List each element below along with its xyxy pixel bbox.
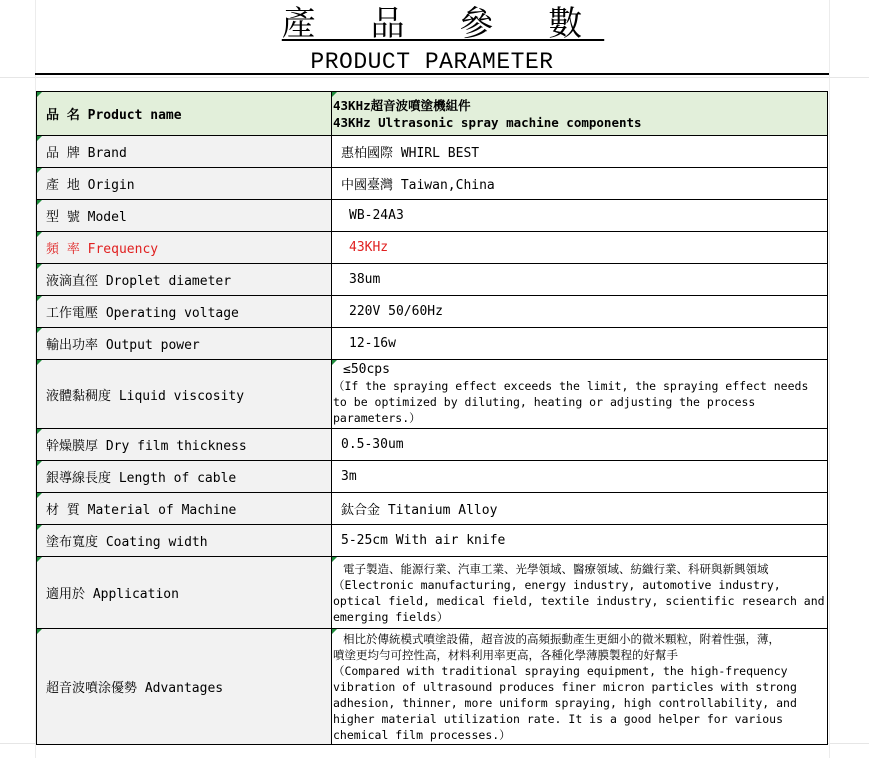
- value-cell[interactable]: [332, 232, 828, 264]
- row-label: 液體黏稠度 Liquid viscosity: [46, 388, 245, 404]
- label-cell[interactable]: [37, 200, 332, 232]
- value-cell[interactable]: [332, 557, 828, 629]
- table-row: [37, 168, 828, 200]
- label-cell[interactable]: [37, 493, 332, 525]
- value-cell[interactable]: [332, 264, 828, 296]
- table-row-product-name: [37, 92, 828, 136]
- page-title-chinese: 產 品 參 數: [281, 4, 605, 44]
- row-label: 塗布寬度 Coating width: [46, 535, 208, 550]
- table-row: [37, 493, 828, 525]
- product-name-value-cell[interactable]: [332, 92, 828, 136]
- row-value: 中國臺灣 Taiwan,China: [341, 178, 495, 193]
- product-name-label: 品 名 Product name: [46, 108, 182, 123]
- row-value: 43KHz: [349, 240, 389, 255]
- row-label: 材 質 Material of Machine: [46, 503, 237, 518]
- label-cell[interactable]: [37, 328, 332, 360]
- label-cell[interactable]: [37, 525, 332, 557]
- row-label: 型 號 Model: [46, 210, 127, 225]
- advantages-line: higher material utilization rate. It is a good helper for various: [333, 711, 784, 726]
- viscosity-note-line: to be optimized by diluting, heating or adjusting the process: [333, 395, 756, 409]
- row-value: 3m: [341, 469, 357, 484]
- viscosity-value: ≤50cps: [343, 362, 390, 377]
- row-label: 適用於 Application: [46, 587, 179, 602]
- value-cell[interactable]: [332, 200, 828, 232]
- table-row: [37, 429, 828, 461]
- value-cell[interactable]: [332, 629, 828, 745]
- sheet-gridline: [0, 77, 869, 78]
- application-line: （Electronic manufacturing, energy industry, automotive industry,: [333, 577, 781, 592]
- row-value: 12-16w: [349, 336, 396, 351]
- value-cell[interactable]: [332, 296, 828, 328]
- row-value: 38um: [349, 272, 381, 287]
- row-value: 220V 50/60Hz: [349, 304, 443, 319]
- row-value: 惠柏國際 WHIRL BEST: [341, 146, 480, 161]
- label-cell[interactable]: [37, 557, 332, 629]
- page-title-english: PRODUCT PARAMETER: [310, 49, 554, 75]
- row-value: 鈦合金 Titanium Alloy: [341, 503, 498, 518]
- table-row: [37, 200, 828, 232]
- row-label: 銀導線長度 Length of cable: [46, 471, 237, 486]
- table-row: [37, 296, 828, 328]
- sheet-gridline: [829, 0, 830, 758]
- value-cell[interactable]: [332, 360, 828, 429]
- label-cell[interactable]: [37, 429, 332, 461]
- label-cell[interactable]: [37, 629, 332, 745]
- row-value: 5-25cm With air knife: [341, 533, 506, 548]
- row-label: 液滴直徑 Droplet diameter: [46, 274, 232, 289]
- table-row: [37, 264, 828, 296]
- table-row-advantages: [37, 629, 828, 745]
- row-label: 頻 率 Frequency: [46, 242, 159, 257]
- row-label: 超音波噴涂優勢 Advantages: [46, 681, 224, 696]
- application-line: 電子製造、能源行業、汽車工業、光學領域、醫療領域、紡織行業、科研與新興領域: [343, 561, 769, 576]
- row-label: 工作電壓 Operating voltage: [46, 306, 239, 321]
- table-row-viscosity: [37, 360, 828, 429]
- table-row: [37, 525, 828, 557]
- table-row-frequency: [37, 232, 828, 264]
- value-cell[interactable]: [332, 328, 828, 360]
- product-name-english: 43KHz Ultrasonic spray machine components: [333, 114, 642, 130]
- table-row-application: [37, 557, 828, 629]
- row-label: 品 牌 Brand: [46, 146, 127, 161]
- value-cell[interactable]: [332, 136, 828, 168]
- viscosity-note-line: parameters.）: [333, 411, 421, 425]
- application-line: emerging fields）: [333, 609, 449, 624]
- viscosity-note-line: （If the spraying effect exceeds the limit, the spraying effect needs: [333, 379, 809, 393]
- label-cell[interactable]: [37, 296, 332, 328]
- value-cell[interactable]: [332, 493, 828, 525]
- product-name-label-cell[interactable]: [37, 92, 332, 136]
- table-row: [37, 461, 828, 493]
- table-row: [37, 328, 828, 360]
- value-cell[interactable]: [332, 525, 828, 557]
- advantages-line: vibration of ultrasound produces finer micron particles with strong: [333, 679, 797, 694]
- table-row: [37, 136, 828, 168]
- row-label: 幹燥膜厚 Dry film thickness: [46, 439, 247, 454]
- row-value: 0.5-30um: [341, 437, 404, 452]
- label-cell[interactable]: [37, 168, 332, 200]
- advantages-line: chemical film processes.）: [333, 727, 511, 742]
- label-cell[interactable]: [37, 360, 332, 429]
- advantages-line: 噴塗更均勻可控性高，材料利用率更高，各種化學薄膜製程的好幫手: [333, 647, 678, 662]
- label-cell[interactable]: [37, 264, 332, 296]
- row-label: 產 地 Origin: [46, 178, 135, 193]
- advantages-line: 相比於傳統模式噴塗設備，超音波的高頻振動產生更細小的微米顆粒，附着性强，薄，: [343, 631, 780, 646]
- application-line: optical field, medical field, textile industry, scientific research and: [333, 593, 825, 608]
- advantages-line: adhesion, thinner, more uniform spraying, high controllability, and: [333, 695, 797, 710]
- row-label: 輸出功率 Output power: [46, 338, 200, 353]
- label-cell[interactable]: [37, 461, 332, 493]
- value-cell[interactable]: [332, 461, 828, 493]
- value-cell[interactable]: [332, 168, 828, 200]
- label-cell[interactable]: [37, 232, 332, 264]
- label-cell[interactable]: [37, 136, 332, 168]
- advantages-line: （Compared with traditional spraying equipment, the high-frequency: [333, 663, 788, 678]
- value-cell[interactable]: [332, 429, 828, 461]
- title-underline: [35, 73, 829, 75]
- product-name-chinese: 43KHz超音波噴塗機組件: [333, 97, 471, 113]
- product-parameter-table: [36, 91, 828, 745]
- row-value: WB-24A3: [349, 208, 404, 223]
